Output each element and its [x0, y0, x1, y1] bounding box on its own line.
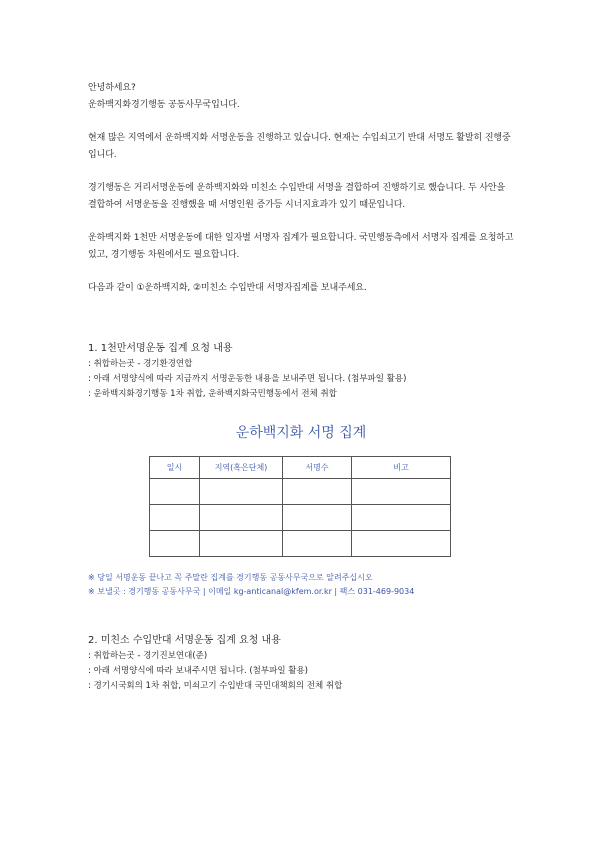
- note-deadline: ※ 당일 서명운동 끝나고 꼭 주말란 집계를 경기행동 공동사무국으로 알려주십시오: [88, 573, 373, 582]
- section-2-bullet: : 취합하는곳 - 경기진보연대(준): [88, 651, 208, 661]
- sender-line: 운하백지화경기행동 공동사무국입니다.: [88, 100, 240, 110]
- tally-table-title: 운하백지화 서명 집계: [235, 425, 367, 441]
- header-signature-count: 서명수: [283, 457, 352, 479]
- paragraph-2: 경기행동은 거리서명운동에 운하백지화와 미친소 수입반대 서명을 결합하여 진행하기로 했습니다. 두 사안을 결합하여 서명운동을 진행했을 때 서명인원 증가등 시너지효과가 있기 때문입니다.: [88, 183, 506, 210]
- table-cell[interactable]: [200, 505, 283, 531]
- table-cell[interactable]: [352, 505, 451, 531]
- table-cell[interactable]: [283, 505, 352, 531]
- table-cell[interactable]: [200, 531, 283, 557]
- paragraph-3: 운하백지화 1천만 서명운동에 대한 일자별 서명자 집계가 필요합니다. 국민행동측에서 서명자 집계를 요청하고 있고, 경기행동 차원에서도 필요합니다.: [88, 233, 514, 260]
- greeting: 안녕하세요?: [88, 83, 136, 93]
- table-cell[interactable]: [200, 479, 283, 505]
- header-remarks: 비고: [352, 457, 451, 479]
- table-cell[interactable]: [150, 531, 200, 557]
- note-contact: ※ 보낼곳 : 경기행동 공동사무국 | 이메일 kg-anticanal@kfem.or.kr | 팩스 031-469-9034: [88, 587, 415, 596]
- header-date: 일시: [150, 457, 200, 479]
- section-1-title: 1. 1천만서명운동 집계 요청 내용: [88, 343, 233, 354]
- table-cell[interactable]: [150, 505, 200, 531]
- section-2-bullet: : 경기시국회의 1차 취합, 미쇠고기 수입반대 국민대책회의 전체 취합: [88, 681, 343, 691]
- section-2-bullet: : 아래 서명양식에 따라 보내주시면 됩니다. (첨부파일 활용): [88, 666, 308, 676]
- paragraph-4: 다음과 같이 ①운하백지화, ②미친소 수입반대 서명자집계를 보내주세요.: [88, 283, 367, 293]
- table-row: [150, 479, 451, 505]
- section-1-bullet: : 아래 서명양식에 따라 지금까지 서명운동한 내용을 보내주면 됩니다. (첨부파일 활용): [88, 374, 407, 384]
- section-2-title: 2. 미친소 수입반대 서명운동 집계 요청 내용: [88, 635, 281, 646]
- table-cell[interactable]: [283, 531, 352, 557]
- table-cell[interactable]: [352, 531, 451, 557]
- header-region: 지역(혹은단체): [200, 457, 283, 479]
- table-cell[interactable]: [352, 479, 451, 505]
- table-row: [150, 505, 451, 531]
- table-row: [150, 531, 451, 557]
- paragraph-1: 현재 많은 지역에서 운하백지화 서명운동을 진행하고 있습니다. 현재는 수입쇠고기 반대 서명도 활발히 진행중입니다.: [88, 133, 511, 160]
- table-cell[interactable]: [283, 479, 352, 505]
- table-header-row: [150, 457, 451, 479]
- tally-table: [149, 456, 451, 557]
- table-cell[interactable]: [150, 479, 200, 505]
- section-1-bullet: : 운하백지화경기행동 1차 취합, 운하백지화국민행동에서 전체 취합: [88, 389, 337, 399]
- document-page: [88, 80, 514, 694]
- section-1-bullet: : 취합하는곳 - 경기환경연합: [88, 359, 193, 369]
